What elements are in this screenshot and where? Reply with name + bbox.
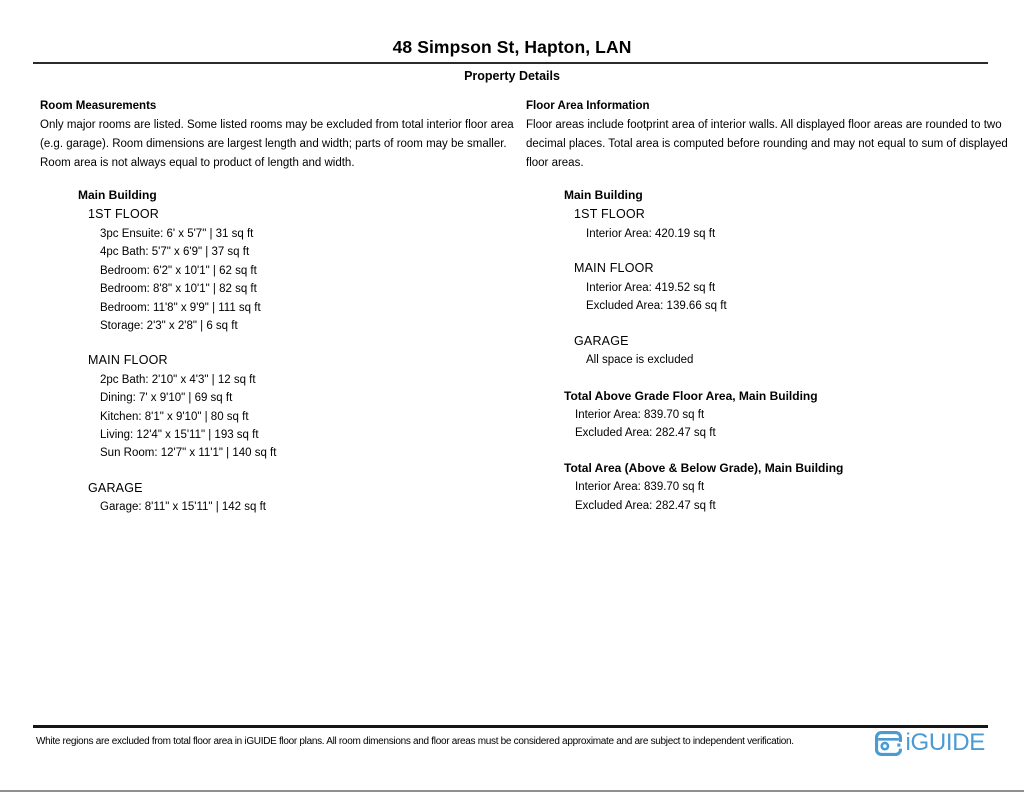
floor-area-description-line: Floor areas include footprint area of interior walls. All displayed floor areas are rounded to two: [526, 119, 1002, 131]
floor-area-section: [526, 97, 1008, 517]
total-heading: Total Above Grade Floor Area, Main Building: [564, 388, 818, 403]
header-divider: [33, 62, 988, 64]
area-entry: Interior Area: 420.19 sq ft: [586, 227, 716, 240]
total-above-grade-block: [564, 387, 990, 443]
area-entry: Excluded Area: 139.66 sq ft: [586, 300, 727, 313]
building-name: Main Building: [78, 188, 157, 203]
total-area-entry: Excluded Area: 282.47 sq ft: [575, 426, 716, 439]
area-block-main-floor: [574, 259, 990, 315]
floor-name: GARAGE: [574, 333, 629, 348]
page-subtitle: Property Details: [464, 69, 560, 83]
total-heading: Total Area (Above & Below Grade), Main Building: [564, 461, 844, 476]
area-block-1st-floor: [574, 205, 990, 243]
room-entry: Sun Room: 12'7" x 11'1" | 140 sq ft: [100, 447, 277, 460]
room-entry: Living: 12'4" x 15'11" | 193 sq ft: [100, 429, 259, 442]
footer-disclaimer: White regions are excluded from total floor area in iGUIDE floor plans. All room dimensions and floor areas must be considered approximate and are subject to independent verification.: [36, 736, 794, 747]
total-area-entry: Interior Area: 839.70 sq ft: [575, 481, 705, 494]
room-entry: Kitchen: 8'1" x 9'10" | 80 sq ft: [100, 410, 249, 423]
room-entry: Bedroom: 11'8" x 9'9" | 111 sq ft: [100, 301, 261, 314]
area-entry: All space is excluded: [586, 354, 694, 367]
floor-block-garage: [88, 479, 526, 517]
iguide-camera-icon: [875, 731, 902, 756]
page-bottom-edge: [0, 790, 1024, 792]
area-entry: Interior Area: 419.52 sq ft: [586, 281, 716, 294]
floor-block-1st-floor: [88, 205, 526, 335]
room-entry: Bedroom: 6'2" x 10'1" | 62 sq ft: [100, 264, 257, 277]
floor-area-description-line: decimal places. Total area is computed before rounding and may not equal to sum of displayed: [526, 137, 1008, 150]
floor-name: MAIN FLOOR: [574, 261, 654, 276]
building-name: Main Building: [564, 188, 643, 203]
floor-area-description-line: floor areas.: [526, 156, 584, 169]
room-entry: Garage: 8'11" x 15'11" | 142 sq ft: [100, 501, 266, 514]
room-entry: 2pc Bath: 2'10" x 4'3" | 12 sq ft: [100, 373, 256, 386]
total-area-entry: Excluded Area: 282.47 sq ft: [575, 499, 716, 512]
room-measurements-building: [78, 186, 526, 516]
room-measurements-description-line: Only major rooms are listed. Some listed rooms may be excluded from total interior floor area: [40, 119, 514, 131]
room-entry: Dining: 7' x 9'10" | 69 sq ft: [100, 392, 233, 405]
room-measurements-description-line: Room area is not always equal to product of length and width.: [40, 156, 355, 169]
page-title: 48 Simpson St, Hapton, LAN: [392, 37, 632, 57]
content-columns: [40, 97, 1008, 517]
footer-divider: [33, 725, 988, 728]
floor-name: 1ST FLOOR: [88, 207, 160, 222]
room-entry: 4pc Bath: 5'7" x 6'9" | 37 sq ft: [100, 246, 250, 259]
floor-name: MAIN FLOOR: [88, 353, 168, 368]
total-area-entry: Interior Area: 839.70 sq ft: [575, 408, 705, 421]
iguide-logo: [875, 730, 985, 756]
floor-area-building: [564, 186, 990, 369]
room-entry: Bedroom: 8'8" x 10'1" | 82 sq ft: [100, 283, 257, 296]
floor-block-main-floor: [88, 351, 526, 463]
room-entry: 3pc Ensuite: 6' x 5'7" | 31 sq ft: [100, 227, 254, 240]
floor-name: 1ST FLOOR: [574, 207, 646, 222]
room-entry: Storage: 2'3" x 2'8" | 6 sq ft: [100, 319, 238, 332]
room-measurements-heading: Room Measurements: [40, 100, 157, 112]
iguide-logo-text: iGUIDE: [905, 729, 985, 756]
area-block-garage: [574, 332, 990, 370]
floor-name: GARAGE: [88, 480, 143, 495]
room-measurements-section: [40, 97, 526, 517]
floor-area-heading: Floor Area Information: [526, 100, 650, 112]
room-measurements-description-line: (e.g. garage). Room dimensions are largest length and width; parts of room may be smaller.: [40, 137, 507, 150]
total-above-below-grade-block: [564, 459, 990, 515]
